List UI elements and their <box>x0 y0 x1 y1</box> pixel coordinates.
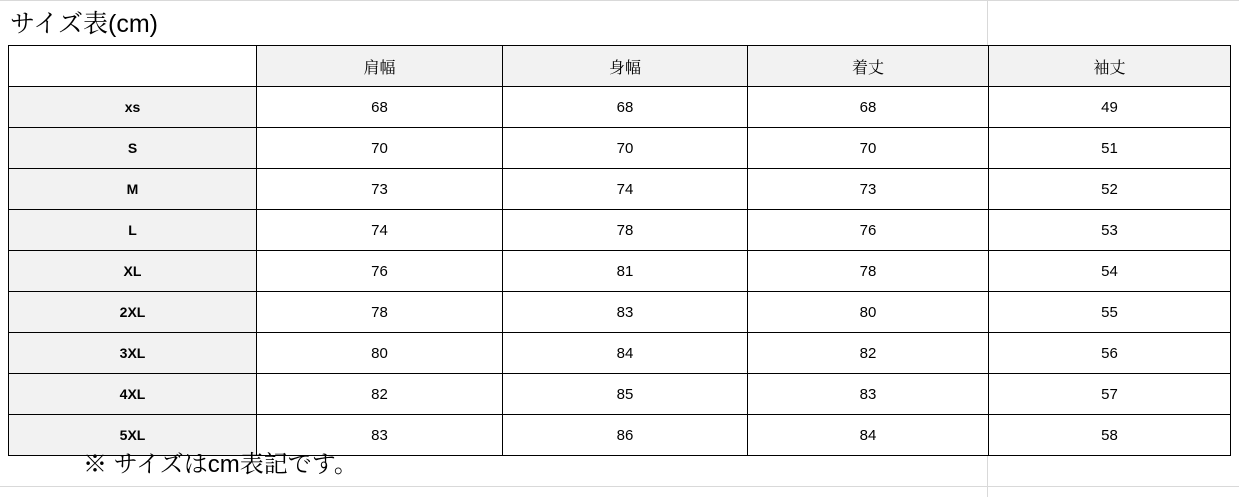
table-row <box>9 374 1231 415</box>
cell-sleeve: 51 <box>989 128 1231 169</box>
cell-length: 83 <box>748 374 989 415</box>
row-header-size: M <box>9 169 257 210</box>
cell-chest: 86 <box>503 415 748 456</box>
cell-chest: 74 <box>503 169 748 210</box>
cell-chest: 68 <box>503 87 748 128</box>
row-header-size: xs <box>9 87 257 128</box>
table-row <box>9 87 1231 128</box>
cell-shoulder: 83 <box>257 415 503 456</box>
row-header-size: 2XL <box>9 292 257 333</box>
row-header-size: 3XL <box>9 333 257 374</box>
cell-shoulder: 82 <box>257 374 503 415</box>
table-row <box>9 169 1231 210</box>
cell-shoulder: 78 <box>257 292 503 333</box>
column-header-shoulder: 肩幅 <box>257 46 503 87</box>
cell-length: 73 <box>748 169 989 210</box>
page-title: サイズ表(cm) <box>10 10 158 38</box>
unit-note: ※ サイズはcm表記です。 <box>83 451 358 478</box>
cell-chest: 81 <box>503 251 748 292</box>
table-row <box>9 333 1231 374</box>
cell-shoulder: 73 <box>257 169 503 210</box>
cell-sleeve: 49 <box>989 87 1231 128</box>
cell-chest: 70 <box>503 128 748 169</box>
cell-shoulder: 74 <box>257 210 503 251</box>
cell-length: 78 <box>748 251 989 292</box>
column-header-chest: 身幅 <box>503 46 748 87</box>
table-row <box>9 210 1231 251</box>
row-header-size: S <box>9 128 257 169</box>
row-header-size: L <box>9 210 257 251</box>
cell-sleeve: 56 <box>989 333 1231 374</box>
cell-sleeve: 54 <box>989 251 1231 292</box>
cell-shoulder: 68 <box>257 87 503 128</box>
cell-length: 80 <box>748 292 989 333</box>
cell-chest: 78 <box>503 210 748 251</box>
cell-sleeve: 58 <box>989 415 1231 456</box>
cell-length: 70 <box>748 128 989 169</box>
cell-sleeve: 53 <box>989 210 1231 251</box>
size-table <box>8 45 1231 456</box>
cell-sleeve: 55 <box>989 292 1231 333</box>
cell-sleeve: 57 <box>989 374 1231 415</box>
table-corner-cell <box>9 46 257 87</box>
cell-shoulder: 80 <box>257 333 503 374</box>
column-header-length: 着丈 <box>748 46 989 87</box>
cell-length: 76 <box>748 210 989 251</box>
cell-chest: 83 <box>503 292 748 333</box>
row-header-size: 4XL <box>9 374 257 415</box>
cell-chest: 85 <box>503 374 748 415</box>
cell-length: 82 <box>748 333 989 374</box>
cell-sleeve: 52 <box>989 169 1231 210</box>
cell-length: 84 <box>748 415 989 456</box>
cell-shoulder: 70 <box>257 128 503 169</box>
cell-length: 68 <box>748 87 989 128</box>
column-header-sleeve: 袖丈 <box>989 46 1231 87</box>
table-row <box>9 292 1231 333</box>
cell-chest: 84 <box>503 333 748 374</box>
row-header-size: XL <box>9 251 257 292</box>
table-header-row <box>9 46 1231 87</box>
table-row <box>9 128 1231 169</box>
cell-shoulder: 76 <box>257 251 503 292</box>
table-row <box>9 251 1231 292</box>
size-table-container <box>8 45 1230 456</box>
row-header-size: 5XL <box>9 415 257 456</box>
